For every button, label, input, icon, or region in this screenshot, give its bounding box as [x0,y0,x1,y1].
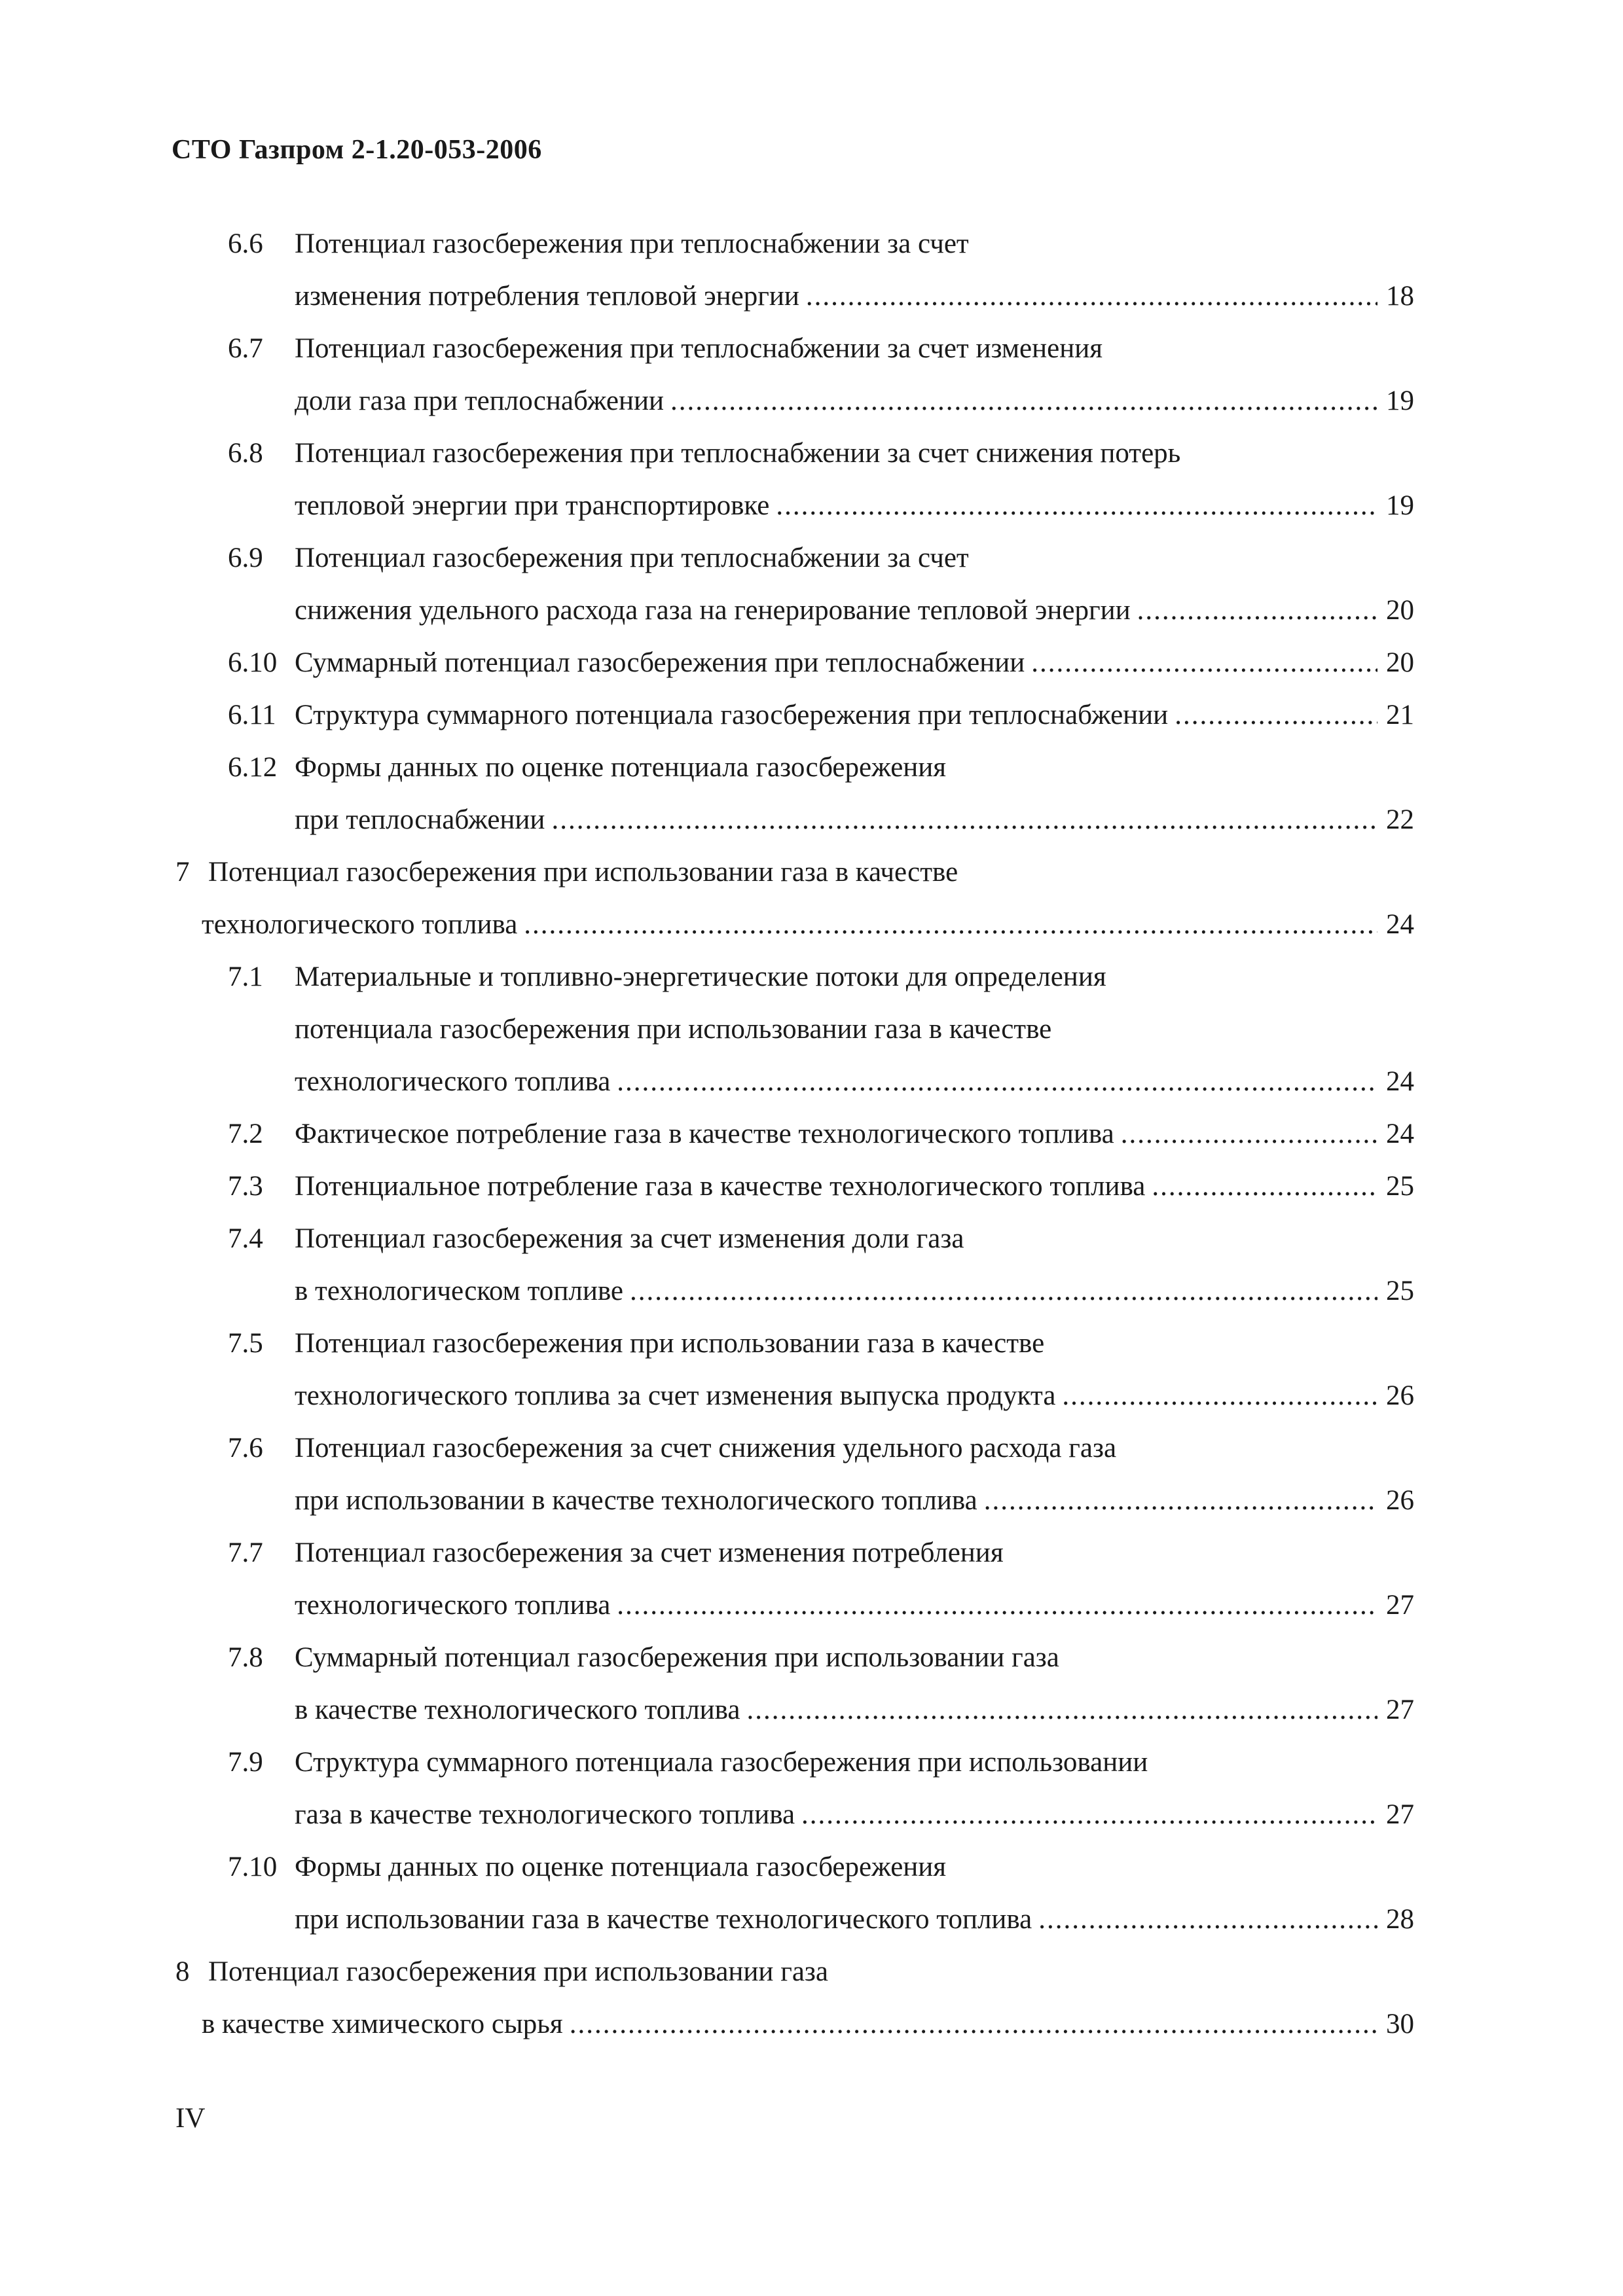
toc-entry-last-line [295,1376,1414,1416]
toc-entry-title: Потенциал газосбережения при использовании газа в качестве [295,1328,1045,1359]
toc-page-number: 20 [1386,595,1414,626]
toc-entry-line [295,434,1180,473]
toc-entry-line [295,1010,1051,1049]
toc-entry-number: 6.8 [228,438,263,469]
toc-entry-line [295,1638,1059,1677]
toc-entry-line [295,1743,1148,1782]
toc-entry-last-line [295,486,1414,526]
toc-leader-dots [746,1691,1377,1730]
toc-leader-dots [617,1062,1377,1102]
toc-entry-last-line [295,1691,1414,1730]
toc-page-number: 18 [1386,281,1414,312]
toc-leader-dots [570,2005,1377,2044]
toc-entry-number: 7.4 [228,1223,263,1254]
toc-page-number: 22 [1386,804,1414,835]
toc-page-number: 28 [1386,1904,1414,1935]
toc-entry-number: 6.7 [228,333,263,364]
toc-entry-title: при использовании газа в качестве технологического топлива [295,1904,1032,1935]
document-header: СТО Газпром 2-1.20-053-2006 [172,135,542,165]
toc-entry-title: газа в качестве технологического топлива [295,1799,795,1830]
toc-leader-dots [551,800,1377,840]
toc-entry-title: тепловой энергии при транспортировке [295,490,770,521]
toc-entry-last-line [295,1272,1414,1311]
toc-page-number: 24 [1386,909,1414,940]
toc-entry-title: в качестве химического сырья [202,2009,563,2039]
toc-entry-last-line [295,1481,1414,1520]
toc-entry-line [295,958,1106,997]
toc-page-number: 27 [1386,1590,1414,1621]
toc-entry-title: Потенциал газосбережения при теплоснабжении за счет [295,543,969,573]
toc-entry-title: технологического топлива [295,1066,611,1097]
toc-entry-line [295,748,946,787]
toc-entry-title: Потенциал газосбережения при теплоснабжении за счет изменения [295,333,1103,364]
toc-entry-number: 7.10 [228,1852,278,1882]
toc-entry-line [295,1534,1004,1573]
toc-entry-title: Потенциал газосбережения за счет изменения доли газа [295,1223,964,1254]
toc-entry-last-line [295,696,1414,735]
toc-page-number: 30 [1386,2009,1414,2039]
toc-entry-number: 7.2 [228,1119,263,1149]
toc-entry-line [208,1952,828,1992]
toc-entry-title: Формы данных по оценке потенциала газосбережения [295,1852,947,1882]
toc-entry-title: Потенциал газосбережения за счет снижения удельного расхода газа [295,1433,1117,1463]
toc-entry-title: Суммарный потенциал газосбережения при теплоснабжении [295,647,1025,678]
toc-page-number: 25 [1386,1276,1414,1306]
toc-leader-dots [617,1586,1377,1625]
toc-entry-line [295,224,969,264]
toc-entry-title: технологического топлива [202,909,518,940]
toc-entry-number: 8 [175,1956,190,1987]
toc-entry-number: 7.9 [228,1747,263,1778]
toc-entry-title: Потенциал газосбережения при использовании газа [208,1956,828,1987]
toc-entry-number: 6.6 [228,228,263,259]
toc-page-number: 19 [1386,386,1414,416]
toc-leader-dots [1152,1167,1377,1206]
toc-entry-title: Потенциал газосбережения за счет изменения потребления [295,1537,1004,1568]
toc-entry-title: Формы данных по оценке потенциала газосбережения [295,752,947,783]
toc-entry-last-line [295,1062,1414,1102]
toc-entry-number: 6.9 [228,543,263,573]
toc-page-number: 24 [1386,1119,1414,1149]
toc-entry-title: Потенциал газосбережения при использовании газа в качестве [208,857,958,888]
toc-entry-title: при использовании в качестве технологического топлива [295,1485,977,1516]
toc-leader-dots [1121,1115,1377,1154]
toc-entry-number: 7.1 [228,961,263,992]
toc-leader-dots [524,905,1377,944]
toc-leader-dots [630,1272,1377,1311]
toc-leader-dots [670,382,1377,421]
page-number: IV [175,2103,206,2134]
toc-entry-title: Потенциал газосбережения при теплоснабжении за счет [295,228,969,259]
toc-leader-dots [984,1481,1377,1520]
toc-entry-title: технологического топлива за счет изменения выпуска продукта [295,1380,1056,1411]
toc-entry-title: Потенциальное потребление газа в качестве технологического топлива [295,1171,1146,1202]
toc-entry-title: потенциала газосбережения при использовании газа в качестве [295,1014,1052,1045]
toc-entry-title: Структура суммарного потенциала газосбережения при теплоснабжении [295,700,1169,730]
toc-entry-last-line [295,591,1414,630]
toc-entry-last-line [295,800,1414,840]
toc-entry-line [208,853,958,892]
toc-leader-dots [1062,1376,1377,1416]
toc-entry-title: Потенциал газосбережения при теплоснабжении за счет снижения потерь [295,438,1181,469]
toc-entry-title: Фактическое потребление газа в качестве технологического топлива [295,1119,1114,1149]
toc-entry-last-line [295,1115,1414,1154]
toc-page-number: 26 [1386,1380,1414,1411]
toc-entry-last-line [295,643,1414,683]
toc-leader-dots [801,1795,1377,1835]
toc-entry-number: 7.3 [228,1171,263,1202]
toc-page-number: 27 [1386,1799,1414,1830]
toc-entry-title: Материальные и топливно-энергетические потоки для определения [295,961,1106,992]
toc-entry-last-line [295,277,1414,316]
toc-page-number: 27 [1386,1695,1414,1725]
toc-entry-title: снижения удельного расхода газа на генерирование тепловой энергии [295,595,1131,626]
toc-leader-dots [776,486,1377,526]
toc-entry-title: изменения потребления тепловой энергии [295,281,799,312]
toc-entry-line [295,329,1103,368]
toc-entry-line [295,1219,964,1259]
toc-entry-number: 7.6 [228,1433,263,1463]
toc-entry-title: Структура суммарного потенциала газосбережения при использовании [295,1747,1148,1778]
toc-page-number: 20 [1386,647,1414,678]
toc-entry-last-line [295,1586,1414,1625]
toc-entry-number: 7.5 [228,1328,263,1359]
toc-leader-dots [1175,696,1377,735]
toc-entry-line [295,539,969,578]
toc-entry-title: доли газа при теплоснабжении [295,386,665,416]
toc-entry-number: 7.8 [228,1642,263,1673]
toc-entry-last-line [295,1167,1414,1206]
toc-entry-title: Суммарный потенциал газосбережения при использовании газа [295,1642,1059,1673]
toc-leader-dots [1038,1900,1377,1939]
toc-entry-title: в качестве технологического топлива [295,1695,740,1725]
toc-entry-title: в технологическом топливе [295,1276,623,1306]
toc-leader-dots [1031,643,1377,683]
toc-page-number: 24 [1386,1066,1414,1097]
toc-leader-dots [806,277,1377,316]
toc-entry-last-line [295,1795,1414,1835]
toc-entry-last-line [202,905,1414,944]
toc-page-number: 21 [1386,700,1414,730]
toc-leader-dots [1137,591,1377,630]
toc-entry-last-line [295,382,1414,421]
toc-entry-line [295,1429,1116,1468]
toc-entry-number: 7 [175,857,190,888]
toc-entry-title: технологического топлива [295,1590,611,1621]
toc-entry-number: 6.11 [228,700,276,730]
toc-entry-line [295,1848,946,1887]
toc-entry-last-line [202,2005,1414,2044]
toc-entry-last-line [295,1900,1414,1939]
toc-entry-number: 6.10 [228,647,278,678]
toc-entry-title: при теплоснабжении [295,804,545,835]
toc-entry-line [295,1324,1044,1363]
toc-page-number: 26 [1386,1485,1414,1516]
toc-entry-number: 7.7 [228,1537,263,1568]
toc-entry-number: 6.12 [228,752,278,783]
toc-page-number: 19 [1386,490,1414,521]
toc-page-number: 25 [1386,1171,1414,1202]
